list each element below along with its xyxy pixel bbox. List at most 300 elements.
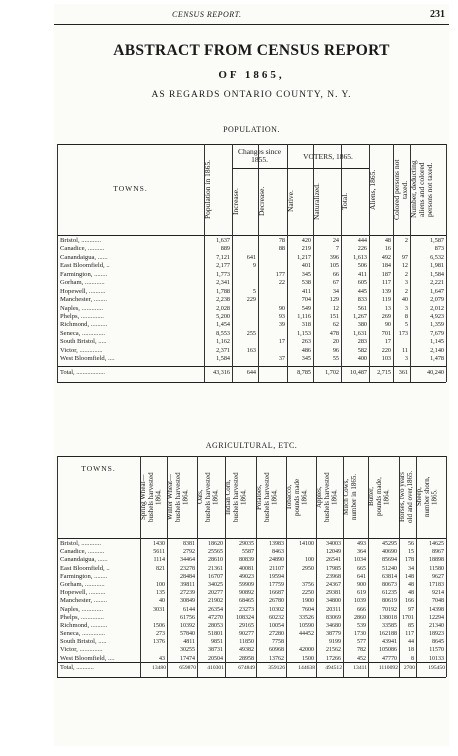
pop-cell — [232, 338, 256, 346]
pop-data-column — [287, 237, 311, 364]
agr-town-name: West Bloomfield, .... — [60, 654, 115, 662]
agr-cell: 3756 — [302, 581, 314, 588]
pop-cell: 88 — [278, 245, 285, 253]
pop-total-cell: 361 — [398, 369, 408, 376]
agricultural-section-title: AGRICULTURAL, ETC. — [205, 441, 298, 450]
agr-cell: 43 — [159, 655, 165, 662]
agr-cell: 10590 — [299, 622, 314, 629]
pop-cell — [232, 245, 256, 253]
agr-town-name: Seneca, .............. — [60, 630, 106, 638]
agr-cell: 20504 — [208, 655, 223, 662]
pop-cell: 78 — [278, 237, 285, 244]
agr-cell: 162188 — [379, 631, 397, 638]
agr-cell: 21902 — [208, 598, 223, 605]
pop-cell: 478 — [329, 329, 339, 337]
agr-cell: 29381 — [326, 590, 341, 597]
agr-cell — [140, 646, 165, 654]
agr-cell: 18 — [408, 647, 414, 654]
pop-cell: 1,217 — [297, 253, 311, 261]
pop-towns-header: TOWNS. — [113, 184, 148, 193]
agr-cell: 666 — [357, 606, 366, 613]
agr-cell: 80673 — [382, 581, 397, 588]
agr-cell: 48 — [408, 581, 414, 588]
agr-cell: 10302 — [269, 606, 284, 613]
agr-cell: 2792 — [183, 549, 195, 556]
agr-cell: 44452 — [299, 631, 314, 638]
agr-total-cell: 659870 — [179, 665, 196, 671]
year-title: OF 1865, — [218, 69, 285, 81]
agr-towns-header: TOWNS. — [81, 464, 116, 473]
pop-cell — [258, 296, 285, 304]
agr-cell: 665 — [357, 565, 366, 572]
agr-cell: 1376 — [153, 639, 165, 646]
agr-col-header: Milch Cows, number in 1865. — [342, 473, 358, 521]
agr-cell: 21107 — [269, 565, 284, 572]
pop-cell: 226 — [357, 245, 367, 253]
pop-cell: 492 — [381, 253, 391, 261]
pop-cell: 1,613 — [353, 253, 367, 261]
pop-col-header: Increase. — [231, 188, 240, 215]
running-header — [54, 10, 449, 22]
pop-col-header: Total. — [340, 192, 349, 211]
agr-cell: 148 — [405, 573, 414, 580]
pop-cell: 117 — [381, 279, 391, 287]
agr-cell: 18898 — [429, 557, 444, 564]
pop-group-changes: Changes since 1855. — [237, 147, 282, 164]
agr-cell: 166 — [405, 598, 414, 605]
pop-cell — [258, 254, 285, 262]
agr-cell: 178 — [405, 557, 414, 564]
agr-cell: 61235 — [382, 590, 397, 597]
agr-cell: 21361 — [208, 565, 223, 572]
pop-cell: 17 — [278, 338, 285, 346]
pop-cell: 445 — [357, 287, 367, 295]
agr-cell: 539 — [357, 622, 366, 629]
agr-cell: 2250 — [302, 590, 314, 597]
agr-header-rule — [57, 538, 446, 539]
agr-cell: 6144 — [183, 606, 195, 613]
agr-cell: 90277 — [239, 631, 254, 638]
agr-town-name: Naples, ............. — [60, 605, 104, 613]
pop-data-column — [341, 237, 367, 364]
pop-cell: 701 — [381, 329, 391, 337]
pop-data-column — [410, 237, 444, 364]
agr-cell: 641 — [357, 573, 366, 580]
agr-cell: 24367 — [326, 581, 341, 588]
agr-cell: 17183 — [429, 581, 444, 588]
agr-cell: 14398 — [429, 606, 444, 613]
agr-cell: 26780 — [269, 598, 284, 605]
pop-town-name: Farmington, ........ — [60, 270, 108, 278]
agr-cell: 18923 — [429, 631, 444, 638]
agr-cell: 8645 — [432, 639, 444, 646]
pop-cell: 5 — [252, 287, 256, 295]
pop-data-column — [204, 237, 230, 364]
agr-top-rule — [57, 456, 446, 457]
agr-cell: 34003 — [326, 541, 341, 547]
pop-cell: 16 — [384, 245, 391, 253]
pop-cell — [232, 237, 256, 245]
pop-cell: 345 — [301, 270, 311, 278]
agr-cell: 17759 — [269, 581, 284, 588]
pop-cell: 1,631 — [353, 329, 367, 337]
pop-cell: 48 — [384, 237, 391, 244]
agr-cell: 1500 — [302, 655, 314, 662]
agr-cell: 1039 — [354, 598, 366, 605]
pop-cell — [393, 338, 408, 346]
pop-total-cell: 43,316 — [212, 369, 230, 376]
pop-cell: 20 — [332, 338, 339, 346]
pop-town-name: Gorham, ............ — [60, 279, 105, 287]
pop-cell: 229 — [246, 296, 256, 304]
agr-col-header: Butter, pounds made, 1864. — [367, 477, 391, 517]
agr-cell: 1034 — [354, 557, 366, 564]
pop-top-rule — [57, 144, 446, 145]
agr-cell: 80839 — [239, 557, 254, 564]
header-rule — [54, 24, 449, 25]
pop-voters-rule — [287, 168, 369, 169]
pop-cell: 345 — [301, 355, 311, 363]
pop-cell: 3 — [404, 304, 408, 312]
pop-cell: 380 — [357, 321, 367, 329]
agr-cell — [286, 573, 314, 581]
agr-cell: 1430 — [153, 541, 165, 547]
pop-cell: 8 — [404, 312, 408, 320]
agr-cell: 105086 — [379, 647, 397, 654]
agr-cell: 138018 — [379, 614, 397, 621]
agr-data-column — [140, 540, 165, 663]
agr-total-cell: 359126 — [268, 665, 285, 671]
agr-total-cell: 494512 — [325, 665, 342, 671]
pop-cell: 7,679 — [430, 329, 444, 337]
agr-cell: 17474 — [180, 655, 195, 662]
pop-town-name: West Bloomfield, .... — [60, 355, 115, 363]
agr-cell: 34464 — [180, 557, 195, 564]
pop-cell: 400 — [357, 355, 367, 363]
agr-total-cell: 144638 — [298, 665, 315, 671]
agr-cell: 49382 — [239, 647, 254, 654]
agr-data-column — [316, 540, 341, 663]
agr-cell: 42000 — [299, 647, 314, 654]
agr-town-name: Canadice, .......... — [60, 548, 105, 556]
pop-cell: 187 — [381, 270, 391, 278]
pop-cell: 255 — [246, 329, 256, 337]
agr-cell — [286, 548, 314, 556]
agr-cell: 5587 — [242, 549, 254, 556]
agr-cell: 59909 — [239, 581, 254, 588]
agr-col-header: Potatoes, bushels harvested 1864. — [255, 472, 279, 522]
pop-cell — [232, 321, 256, 329]
pop-cell: 55 — [332, 355, 339, 363]
agr-cell: 56 — [408, 541, 414, 547]
pop-cell: 538 — [301, 279, 311, 287]
agr-cell: 9851 — [211, 639, 223, 646]
pop-changes-rule — [232, 168, 287, 169]
agr-town-name: Bristol, ............ — [60, 540, 102, 547]
pop-cell: 1,788 — [216, 287, 230, 295]
pop-cell: 67 — [332, 279, 339, 287]
agr-town-name: Phelps, .............. — [60, 613, 104, 621]
agr-cell: 7604 — [302, 606, 314, 613]
agr-town-name: South Bristol, ..... — [60, 638, 107, 646]
pop-cell: 411 — [357, 270, 367, 278]
pop-cell: 12 — [401, 262, 408, 270]
agr-total-cell: 13411 — [353, 665, 367, 671]
pop-col-rule — [57, 144, 58, 382]
agr-cell: 33585 — [382, 622, 397, 629]
agr-cell: 9214 — [432, 590, 444, 597]
pop-cell: 24 — [332, 237, 339, 244]
agr-cell: 43941 — [382, 639, 397, 646]
pop-cell: 66 — [332, 270, 339, 278]
pop-cell: 486 — [301, 346, 311, 354]
pop-cell — [232, 279, 256, 287]
agr-cell: 8463 — [272, 549, 284, 556]
agr-cell: 45295 — [382, 541, 397, 547]
pop-town-name: East Bloomfield, .. — [60, 262, 110, 270]
county-title: AS REGARDS ONTARIO COUNTY, N. Y. — [151, 90, 352, 100]
pop-col-header: Naturalized. — [312, 183, 321, 220]
agr-cell: 14625 — [429, 541, 444, 547]
pop-cell: 5 — [404, 321, 408, 329]
pop-cell: 2,012 — [430, 304, 444, 312]
pop-cell: 13 — [384, 304, 391, 312]
pop-cell: 1,647 — [430, 287, 444, 295]
pop-cell: 1,637 — [216, 237, 230, 244]
pop-cell: 7 — [335, 245, 339, 253]
agr-bottom-rule — [57, 677, 446, 678]
pop-cell: 605 — [357, 279, 367, 287]
pop-cell: 401 — [301, 262, 311, 270]
agr-cell: 493 — [357, 541, 366, 547]
pop-cell: 444 — [357, 237, 367, 244]
pop-cell: 2,140 — [430, 346, 444, 354]
pop-cell: 1,153 — [297, 329, 311, 337]
pop-total-label: Total, .................. — [60, 369, 105, 376]
agr-data-column — [343, 540, 366, 663]
pop-cell: 1,359 — [430, 321, 444, 329]
agr-cell: 1730 — [354, 631, 366, 638]
agr-total-label: Total, ........... — [60, 664, 94, 671]
agr-cell: 90892 — [239, 590, 254, 597]
agr-cell: 34025 — [208, 581, 223, 588]
agr-town-name: Hopewell, .......... — [60, 589, 106, 597]
pop-town-name: Canadice, .......... — [60, 245, 105, 253]
pop-data-column — [369, 237, 391, 364]
agr-col-header: Spring Wheat— bushels harvested 1864. — [139, 472, 163, 522]
agr-cell: 619 — [357, 590, 366, 597]
agr-town-name: Gorham, ............ — [60, 580, 105, 588]
pop-cell: 219 — [301, 245, 311, 253]
pop-cell: 3 — [404, 279, 408, 287]
agr-cell: 11570 — [429, 647, 444, 654]
pop-cell: 1,584 — [430, 270, 444, 278]
agr-cell: 26541 — [326, 557, 341, 564]
agr-cell: 39811 — [180, 581, 195, 588]
pop-cell: 1,454 — [216, 321, 230, 329]
pop-cell: 420 — [301, 237, 311, 244]
pop-total-cell: 1,702 — [325, 369, 339, 376]
pop-cell: 2 — [404, 287, 408, 295]
agr-cell: 9199 — [329, 639, 341, 646]
agr-cell: 17985 — [326, 565, 341, 572]
agr-cell: 60968 — [269, 647, 284, 654]
agr-cell: 23278 — [180, 565, 195, 572]
pop-town-name: Canandaigua, ...... — [60, 253, 108, 261]
pop-cell: 90 — [384, 321, 391, 329]
agr-data-column — [416, 540, 444, 663]
agr-cell: 33526 — [299, 614, 314, 621]
agr-cell: 3031 — [153, 606, 165, 613]
agr-data-column — [368, 540, 397, 663]
pop-cell: 2,079 — [430, 296, 444, 304]
agr-cell: 40 — [159, 598, 165, 605]
agr-data-column — [167, 540, 195, 663]
pop-cell: 119 — [381, 296, 391, 304]
agr-cell: 108324 — [236, 614, 254, 621]
agr-cell: 29165 — [239, 622, 254, 629]
pop-town-name: South Bristol, ..... — [60, 338, 107, 346]
pop-cell: 582 — [357, 346, 367, 354]
pop-cell: 1,116 — [297, 312, 311, 320]
agr-cell: 26354 — [208, 606, 223, 613]
pop-data-column — [258, 237, 285, 364]
pop-cell: 139 — [381, 287, 391, 295]
agr-total-cell: 674849 — [238, 665, 255, 671]
agr-cell: 28958 — [239, 655, 254, 662]
pop-cell: 37 — [278, 355, 285, 363]
agr-cell: 11580 — [429, 565, 444, 572]
pop-cell: 2,341 — [216, 279, 230, 287]
agr-cell: 10392 — [180, 622, 195, 629]
agr-cell: 900 — [357, 581, 366, 588]
pop-cell: 22 — [278, 279, 285, 287]
pop-cell: 561 — [357, 304, 367, 312]
agr-cell: 2950 — [302, 565, 314, 572]
agr-cell: 20311 — [326, 606, 341, 613]
agr-cell: 83069 — [326, 614, 341, 621]
pop-cell: 549 — [301, 304, 311, 312]
pop-town-name: Manchester, ........ — [60, 296, 107, 304]
agr-cell: 9627 — [432, 573, 444, 580]
agr-cell: 47770 — [382, 655, 397, 662]
pop-cell: 318 — [301, 321, 311, 329]
agr-cell: 100 — [305, 557, 314, 564]
agr-col-header: Tobacco, pounds made 1864. — [285, 478, 309, 516]
agr-cell: 21562 — [326, 647, 341, 654]
agr-town-name: Canandaigua, ...... — [60, 556, 108, 564]
agr-cell: 452 — [357, 655, 366, 662]
pop-cell: 1,478 — [430, 355, 444, 363]
pop-cell: 129 — [329, 296, 339, 304]
pop-cell — [393, 245, 408, 253]
agr-total-cell: 1110092 — [378, 665, 398, 671]
pop-total-cell: 8,785 — [297, 369, 311, 376]
pop-cell: 184 — [381, 262, 391, 270]
agr-cell: 14100 — [299, 541, 314, 547]
agr-cell: 100 — [156, 581, 165, 588]
pop-cell: 2,371 — [216, 346, 230, 354]
agr-cell — [286, 638, 314, 646]
agr-cell: 12294 — [429, 614, 444, 621]
agr-cell: 61756 — [180, 614, 195, 621]
agr-cell: 38779 — [326, 631, 341, 638]
pop-col-header: Aliens, 1865. — [368, 169, 377, 210]
pop-cell: 2,238 — [216, 296, 230, 304]
pop-cell: 105 — [329, 262, 339, 270]
agr-cell: 85 — [408, 622, 414, 629]
agr-cell: 29035 — [239, 541, 254, 547]
agr-cell: 1506 — [153, 622, 165, 629]
pop-cell: 39 — [278, 321, 285, 329]
agr-cell: 60232 — [269, 614, 284, 621]
agr-cell: 12049 — [326, 549, 341, 556]
agr-cell: 80619 — [382, 598, 397, 605]
pop-cell: 97 — [401, 253, 408, 261]
pop-col-header: Decrease. — [257, 186, 266, 217]
page-number: 231 — [430, 9, 445, 20]
pop-town-name: Bristol, ............ — [60, 237, 102, 244]
pop-col-rule — [446, 144, 447, 382]
pop-data-column — [232, 237, 256, 364]
agr-col-rule — [446, 456, 447, 677]
pop-cell: 1,981 — [430, 262, 444, 270]
agr-cell: 7048 — [432, 598, 444, 605]
agr-cell: 49023 — [239, 573, 254, 580]
pop-cell — [258, 288, 285, 296]
pop-data-column — [313, 237, 339, 364]
agr-town-name: Richmond, .......... — [60, 621, 108, 629]
agr-cell: 97 — [408, 606, 414, 613]
pop-cell: 641 — [246, 253, 256, 261]
pop-cell: 151 — [329, 312, 339, 320]
agr-cell: 27239 — [180, 590, 195, 597]
agr-cell: 30255 — [180, 647, 195, 654]
pop-bottom-rule — [57, 382, 446, 383]
pop-cell: 283 — [357, 338, 367, 346]
pop-cell: 62 — [332, 321, 339, 329]
agr-cell: 47270 — [208, 614, 223, 621]
running-title: CENSUS REPORT. — [172, 10, 242, 19]
pop-cell: 1,267 — [353, 312, 367, 320]
agr-cell: 38731 — [208, 647, 223, 654]
agr-cell: 19594 — [269, 573, 284, 580]
pop-cell: 220 — [381, 346, 391, 354]
pop-cell — [232, 313, 256, 321]
agr-cell: 23273 — [239, 606, 254, 613]
agr-cell: 21340 — [429, 622, 444, 629]
agr-cell: 782 — [357, 647, 366, 654]
pop-cell: 1,584 — [216, 355, 230, 363]
pop-cell: 2 — [404, 237, 408, 244]
pop-town-name: Seneca, .............. — [60, 329, 106, 337]
agr-data-column — [286, 540, 314, 663]
pop-cell: 889 — [220, 245, 230, 253]
pop-town-name: Phelps, .............. — [60, 312, 104, 320]
agr-col-header: Apples, bushels harvested 1864. — [315, 472, 339, 522]
agr-cell: 1114 — [153, 557, 165, 564]
agr-cell: 17266 — [326, 655, 341, 662]
pop-towns-list — [60, 237, 203, 364]
pop-cell: 12 — [332, 304, 339, 312]
pop-cell: 833 — [357, 296, 367, 304]
agr-col-rule — [57, 456, 58, 677]
pop-cell: 506 — [357, 262, 367, 270]
agr-col-header: Oats, bushels harvested 1864. — [196, 472, 220, 522]
pop-cell: 5,200 — [216, 312, 230, 320]
agr-total-cell: 13480 — [152, 665, 166, 671]
pop-cell: 263 — [301, 338, 311, 346]
